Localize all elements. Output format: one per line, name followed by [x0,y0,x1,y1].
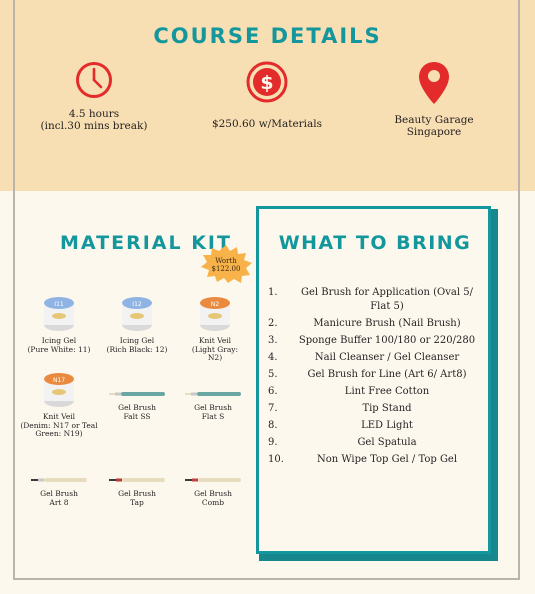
list-number: 8. [268,420,278,431]
kit-item-gel-brush-tap [97,476,177,507]
worth-word: Worth [215,257,237,265]
kit-item-icing-gel-white [19,293,99,354]
list-text: Nail Cleanser / Gel Cleanser [314,352,460,363]
gel-jar-icon [119,293,155,333]
svg-text:I11: I11 [54,301,64,308]
price-detail [187,60,347,130]
list-text: Manicure Brush (Nail Brush) [313,318,461,329]
kit-item-name: Gel Brush [118,403,156,412]
kit-item-icing-gel-black [97,293,177,354]
kit-item-gel-brush-falt-ss [97,390,177,421]
dollar-icon [245,60,289,104]
list-number: 6. [268,386,278,397]
list-item [268,286,480,314]
worth-label [200,257,252,273]
list-text: Gel Brush for Application (Oval 5/ Flat 5) [301,287,473,312]
kit-item-name: Knit Veil [198,336,232,345]
kit-item-spec: (Light Gray: [191,344,239,354]
list-number: 9. [268,437,278,448]
gel-jar-icon [41,369,77,409]
list-item [268,317,480,331]
svg-text:N2: N2 [210,301,220,308]
kit-item-gel-brush-flat-s [173,390,253,421]
list-text: Non Wipe Top Gel / Top Gel [316,454,458,465]
list-text: Sponge Buffer 100/180 or 220/280 [298,335,476,346]
list-item [268,334,480,348]
gel-brush-icon [107,390,167,398]
kit-item-spec: Comb [201,497,225,507]
svg-text:N17: N17 [52,377,66,384]
kit-item-knit-veil-denim [19,369,99,439]
gel-brush-icon [183,390,243,398]
price-text: $250.60 w/Materials [211,118,323,130]
list-item [268,385,480,399]
list-item [268,368,480,382]
gel-jar-icon [197,293,233,333]
list-text: Lint Free Cotton [344,386,430,397]
list-number: 7. [268,403,278,414]
kit-item-knit-veil-gray [175,293,255,363]
kit-item-name: Gel Brush [194,489,232,498]
list-item [268,436,480,450]
kit-item-spec: Falt SS [123,411,151,421]
location-country: Singapore [406,126,462,138]
location-name: Beauty Garage [394,114,474,126]
kit-item-spec: N2) [207,353,223,362]
list-text: Gel Brush for Line (Art 6/ Art8) [307,369,467,380]
duration-break: (incl.30 mins break) [40,120,148,132]
material-kit-title: MATERIAL KIT [60,232,232,254]
kit-item-name: Icing Gel [119,336,155,345]
gel-jar-icon [41,293,77,333]
kit-item-spec: (Denim: N17 or Teal [20,420,98,430]
kit-item-name: Gel Brush [194,403,232,412]
gel-brush-icon [107,476,167,484]
kit-item-spec: Tap [130,497,144,507]
kit-item-gel-brush-art-8 [19,476,99,507]
list-text: Gel Spatula [357,437,417,448]
kit-item-name: Knit Veil [42,412,76,421]
list-number: 3. [268,335,278,346]
list-number: 1. [268,287,278,298]
kit-item-spec: Green: N19) [35,429,83,438]
svg-text:I12: I12 [132,301,142,308]
kit-item-spec: (Rich Black: 12) [106,344,168,354]
duration-hours: 4.5 hours [68,108,120,120]
svg-text:$: $ [260,72,274,94]
clock-icon [74,60,114,100]
location-pin-icon [417,60,451,106]
duration-detail [14,60,174,132]
bring-list [268,286,480,470]
list-number: 10. [268,454,284,465]
kit-item-spec: (Pure White: 11) [27,344,91,354]
list-text: LED Light [361,420,413,431]
kit-item-gel-brush-comb [173,476,253,507]
gel-brush-icon [183,476,243,484]
list-item [268,402,480,416]
list-text: Tip Stand [362,403,412,414]
list-number: 5. [268,369,278,380]
kit-item-spec: Flat S [201,411,225,421]
list-item [268,453,480,467]
kit-item-name: Gel Brush [40,489,78,498]
worth-amount: $122.00 [211,265,241,273]
kit-item-name: Gel Brush [118,489,156,498]
list-number: 2. [268,318,278,329]
list-item [268,419,480,433]
list-item [268,351,480,365]
what-to-bring-title: WHAT TO BRING [278,232,472,254]
list-number: 4. [268,352,278,363]
location-detail [354,60,514,138]
course-details-title: COURSE DETAILS [153,24,382,48]
kit-item-spec: Art 8 [49,497,69,507]
gel-brush-icon [29,476,89,484]
kit-item-name: Icing Gel [41,336,77,345]
